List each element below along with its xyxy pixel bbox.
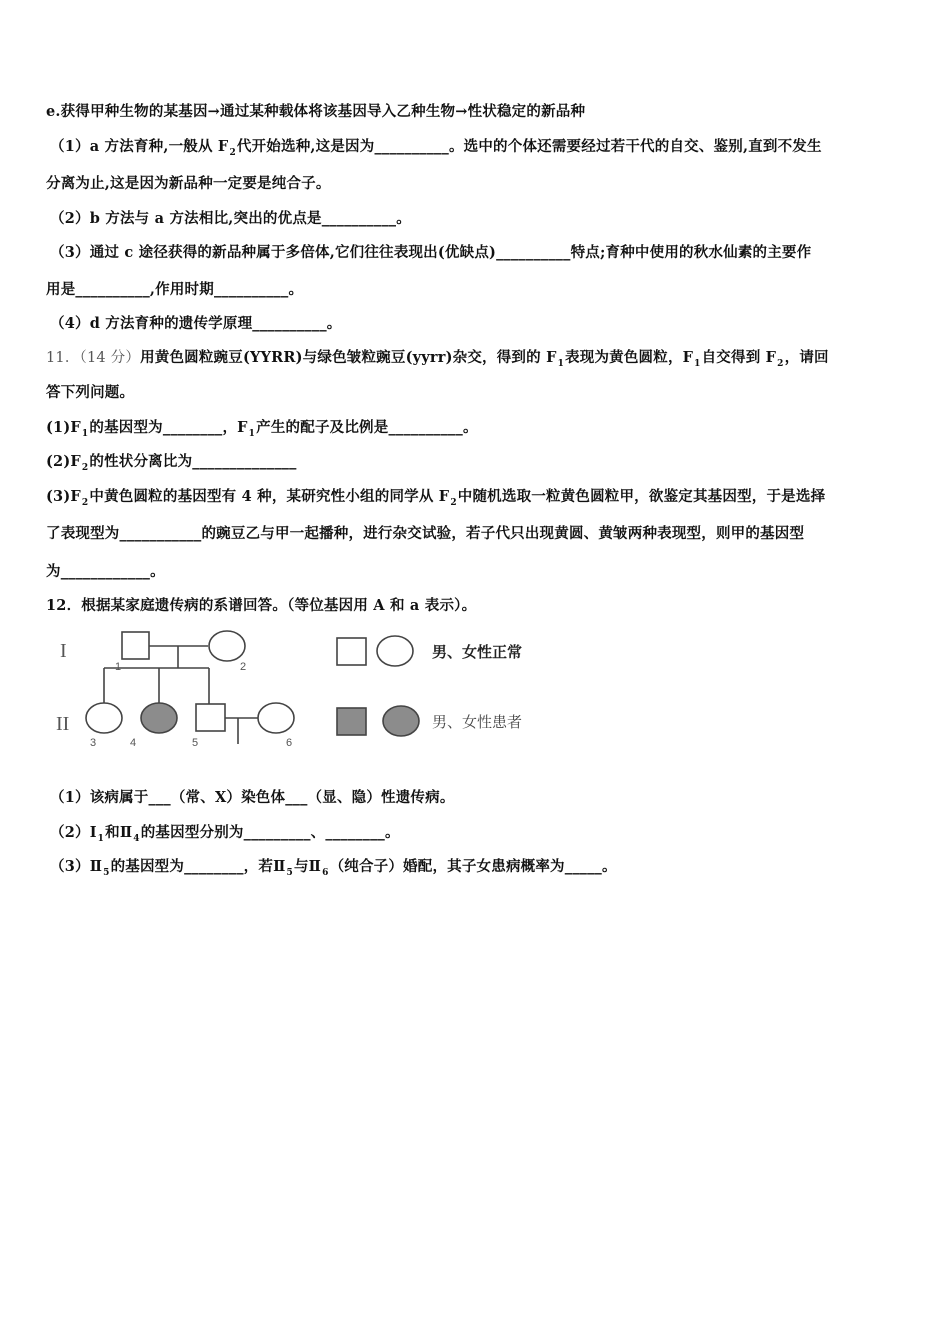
- individual-I2-normal-female: [209, 631, 245, 661]
- q11-1-c: 产生的配子及比例是__________。: [256, 419, 478, 436]
- subscript: 1: [557, 359, 565, 369]
- individual-II3-normal-female: [86, 703, 122, 733]
- individual-II6-normal-female: [258, 703, 294, 733]
- q12-2-a: （2）Ⅰ: [50, 824, 97, 841]
- question-12-header: [46, 596, 906, 616]
- legend-affected-label: 男、女性患者: [432, 713, 523, 731]
- q11-text-d: ，请回: [784, 349, 829, 366]
- text-line-q11-1: [46, 418, 906, 440]
- legend-normal-label: 男、女性正常: [432, 643, 523, 661]
- generation-label-2: II: [56, 713, 70, 735]
- q11-2-a: (2)F: [46, 453, 81, 470]
- q3-text: （3）通过 c 途径获得的新品种属于多倍体,它们往往表现出(优缺点)__________特点;育种中使用的秋水仙素的主要作: [50, 244, 812, 261]
- individual-II4-affected-female: [141, 703, 177, 733]
- subscript: 2: [777, 359, 784, 369]
- legend-normal-female-circle: [377, 636, 413, 666]
- text-line-q11-cont: [46, 383, 906, 403]
- generation-label-1: I: [60, 640, 67, 662]
- q11-3-c: 中随机选取一粒黄色圆粒甲，欲鉴定其基因型，于是选择: [457, 488, 826, 505]
- pedigree-diagram: [46, 624, 566, 758]
- legend-normal-male-square: [337, 638, 366, 665]
- q3-continuation: 用是__________,作用时期__________。: [46, 281, 304, 298]
- text-line-q1: [50, 137, 910, 159]
- text-line-q2: [50, 209, 910, 229]
- text-line-q11-3-cont: [46, 524, 906, 544]
- subscript: 1: [81, 429, 89, 439]
- q12-3-a: （3）Ⅱ: [50, 858, 103, 875]
- text-line-e: [46, 102, 906, 122]
- subscript: 1: [248, 429, 256, 439]
- text-line-q12-1: [50, 788, 910, 808]
- q12-3-d: （纯合子）婚配，其子女患病概率为_____。: [329, 858, 617, 875]
- q11-2-b: 的性状分离比为______________: [89, 453, 297, 470]
- text-line-q11-3-end: [46, 562, 906, 582]
- q11-continuation: 答下列问题。: [46, 384, 135, 401]
- individual-number-3: 3: [90, 737, 97, 749]
- q12-1-text: （1）该病属于___（常、X）染色体___（显、隐）性遗传病。: [50, 789, 455, 806]
- text-line-q1-cont: [46, 174, 906, 194]
- subscript: 5: [103, 868, 110, 878]
- individual-number-2: 2: [240, 661, 247, 673]
- q11-3-end: 为____________。: [46, 563, 165, 580]
- q12-2-c: 的基因型分别为_________、________。: [140, 824, 400, 841]
- subscript: 2: [81, 498, 89, 508]
- individual-number-5: 5: [192, 737, 199, 749]
- subscript: 4: [133, 834, 140, 844]
- subscript: 1: [97, 834, 105, 844]
- q1-continuation: 分离为止,这是因为新品种一定要是纯合子。: [46, 175, 331, 192]
- q11-1-a: (1)F: [46, 419, 81, 436]
- q11-text-b: 表现为黄色圆粒，F: [565, 349, 694, 366]
- individual-II5-normal-male: [196, 704, 225, 731]
- text-line-q12-3: [50, 857, 910, 879]
- individual-I1-normal-male: [122, 632, 149, 659]
- text-line-q12-2: [50, 823, 910, 845]
- q11-text-a: 用黄色圆粒豌豆(YYRR)与绿色皱粒豌豆(yyrr)杂交，得到的 F: [140, 349, 557, 366]
- text-line-q4: [50, 314, 910, 334]
- legend-affected-male-square: [337, 708, 366, 735]
- text-line-q11-3: [46, 487, 906, 509]
- subscript: 5: [286, 868, 293, 878]
- legend-affected-female-circle: [383, 706, 419, 736]
- question-11-header: [46, 348, 906, 370]
- text-line-q11-2: [46, 452, 906, 474]
- q11-3-b: 中黄色圆粒的基因型有 4 种，某研究性小组的同学从 F: [89, 488, 450, 505]
- question-number: 11．（14 分）: [46, 350, 141, 366]
- q11-3-a: (3)F: [46, 488, 81, 505]
- q4-text: （4）d 方法育种的遗传学原理__________。: [50, 315, 342, 332]
- subscript: 6: [322, 868, 329, 878]
- subscript: 2: [229, 148, 236, 158]
- text-line-q3: [50, 243, 910, 263]
- method-e-text: e.获得甲种生物的某基因→通过某种载体将该基因导入乙种生物→性状稳定的新品种: [46, 103, 586, 120]
- q12-2-b: 和Ⅱ: [105, 824, 133, 841]
- individual-number-1: 1: [115, 661, 122, 673]
- q1-part-b: 代开始选种,这是因为__________。选中的个体还需要经过若干代的自交、鉴别,直到不发生: [236, 138, 822, 155]
- subscript: 2: [81, 463, 89, 473]
- individual-number-6: 6: [286, 737, 293, 749]
- q12-3-b: 的基因型为________，若Ⅱ: [110, 858, 286, 875]
- q11-text-c: 自交得到 F: [701, 349, 777, 366]
- subscript: 2: [450, 498, 457, 508]
- text-line-q3-cont: [46, 280, 906, 300]
- q12-text: 12．根据某家庭遗传病的系谱回答。（等位基因用 A 和 a 表示）。: [46, 597, 477, 614]
- q2-text: （2）b 方法与 a 方法相比,突出的优点是__________。: [50, 210, 411, 227]
- q11-3-continuation: 了表现型为___________的豌豆乙与甲一起播种，进行杂交试验，若子代只出现黄圆、黄皱两种表现型，则甲的基因型: [46, 525, 805, 542]
- individual-number-4: 4: [130, 737, 137, 749]
- q11-1-b: 的基因型为________，F: [89, 419, 248, 436]
- q1-part-a: （1）a 方法育种,一般从 F: [50, 138, 229, 155]
- q12-3-c: 与Ⅱ: [293, 858, 322, 875]
- subscript: 1: [694, 359, 701, 369]
